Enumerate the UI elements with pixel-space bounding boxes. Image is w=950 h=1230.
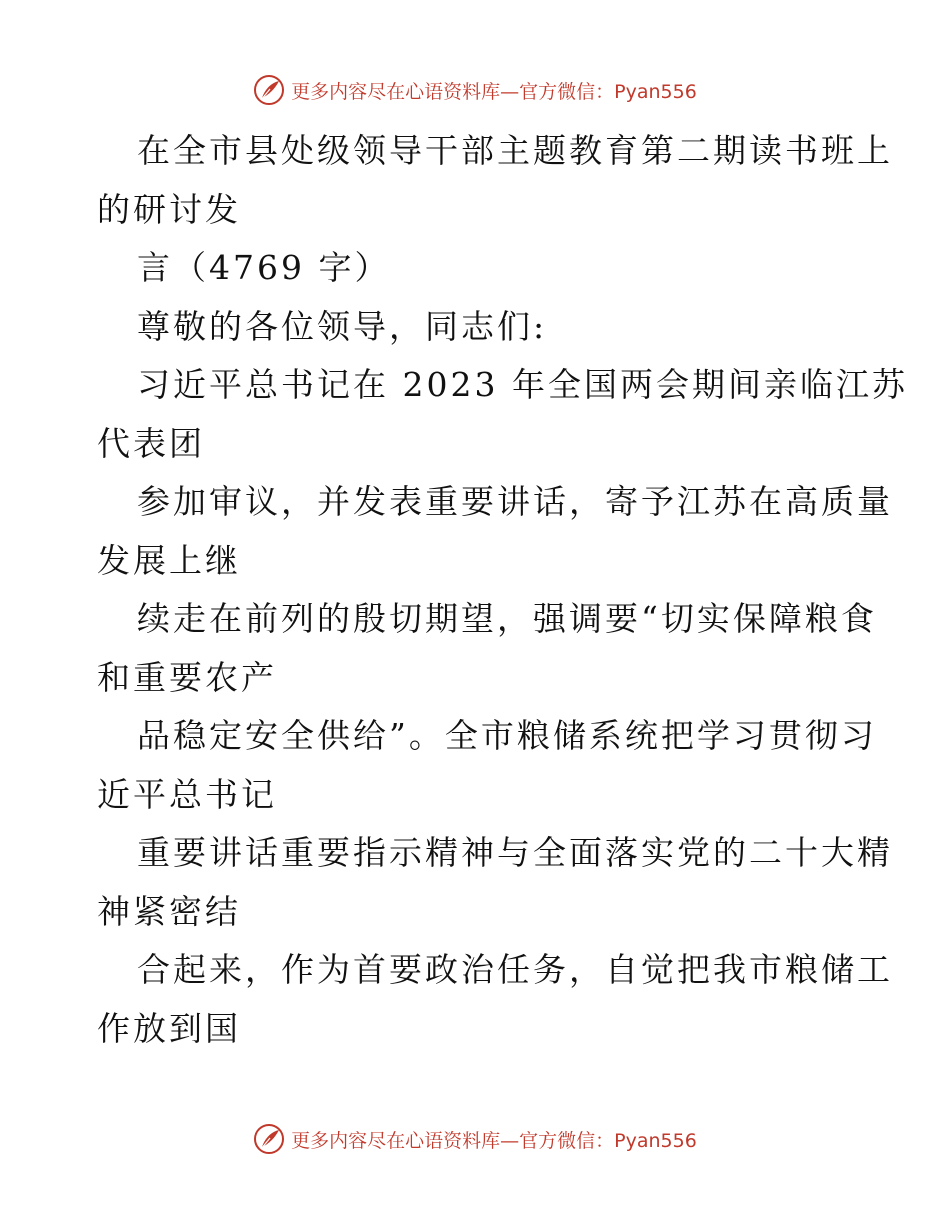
text-line: 言（4769 字）: [137, 248, 391, 287]
feather-quill-logo-icon: [253, 1123, 285, 1155]
text-line: 作放到国: [97, 1008, 241, 1048]
text-line: 代表团: [97, 423, 205, 463]
header-watermark: [0, 73, 950, 107]
text-line: 发展上继: [97, 540, 241, 580]
text-line: 品稳定安全供给”。全市粮储系统把学习贯彻习: [137, 716, 877, 755]
footer-watermark: [0, 1122, 950, 1156]
text-line: 在全市县处级领导干部主题教育第二期读书班上: [137, 131, 893, 170]
feather-quill-logo-icon: [253, 74, 285, 106]
text-line: 和重要农产: [97, 657, 277, 697]
watermark-text: 更多内容尽在心语资料库—官方微信：Pyan556: [291, 1129, 697, 1152]
text-line: 续走在前列的殷切期望，强调要“切实保障粮食: [137, 599, 877, 638]
text-line: 重要讲话重要指示精神与全面落实党的二十大精: [137, 833, 893, 872]
text-line: 神紧密结: [97, 891, 241, 931]
text-line: 合起来，作为首要政治任务，自觉把我市粮储工: [137, 950, 893, 989]
salutation-line: 尊敬的各位领导，同志们:: [137, 306, 548, 346]
document-body: [97, 122, 908, 1058]
text-line: 的研讨发: [97, 189, 241, 229]
text-line: 参加审议，并发表重要讲话，寄予江苏在高质量: [137, 482, 893, 521]
text-line: 习近平总书记在 2023 年全国两会期间亲临江苏: [137, 365, 908, 404]
text-line: 近平总书记: [97, 774, 277, 814]
watermark-text: 更多内容尽在心语资料库—官方微信：Pyan556: [291, 80, 697, 103]
